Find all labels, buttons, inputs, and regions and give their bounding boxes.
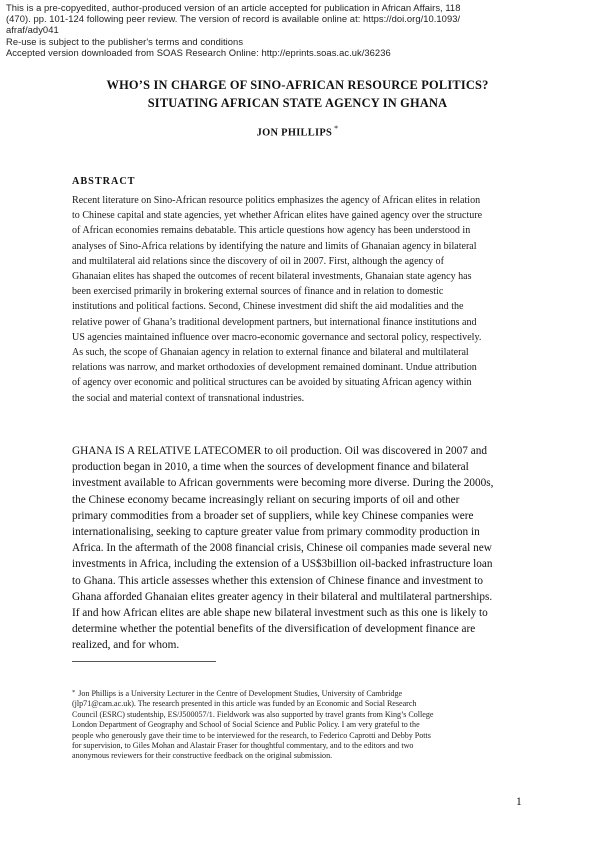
- footnote-mark: *: [72, 689, 76, 696]
- footnote-line: people who generously gave their time to be interviewed for the research, to Federico Caprotti and Debby Potts: [72, 730, 431, 740]
- abstract-line: US agencies maintained influence over macro-economic governance and sectoral policy, respectively.: [72, 331, 482, 343]
- abstract-heading: ABSTRACT: [72, 176, 136, 187]
- preprint-notice-line: afraf/ady041: [6, 24, 59, 36]
- article-title-line: WHO’S IN CHARGE OF SINO-AFRICAN RESOURCE POLITICS?: [106, 78, 489, 92]
- footnote-line: anonymous reviewers for their constructive feedback on the original submission.: [72, 751, 333, 761]
- footnote-line-text: Jon Phillips is a University Lecturer in the Centre of Development Studies, University of Cambridge: [78, 689, 403, 698]
- abstract-line: Recent literature on Sino-African resource politics emphasizes the agency of African elites in relation: [72, 195, 481, 206]
- abstract-line: As such, the scope of Ghanaian agency in relation to external finance and bilateral and multilateral: [72, 347, 469, 359]
- abstract-line: of African economies remains debatable. This article questions how agency has been understood in: [72, 225, 471, 237]
- abstract-line: Ghanaian elites has shaped the outcomes of recent bilateral investments, Ghanaian state agency has: [72, 271, 472, 283]
- article-title-line: SITUATING AFRICAN STATE AGENCY IN GHANA: [147, 96, 448, 110]
- page-number: 1: [516, 796, 522, 808]
- author-name: JON PHILLIPS: [256, 127, 333, 139]
- abstract-line: to Chinese capital and state agencies, yet whether African elites have gained agency over the structure: [72, 210, 483, 222]
- body-line: If and how African elites are able shape new bilateral investment such as this one is likely to: [72, 607, 488, 620]
- introduction-paragraph: [72, 443, 532, 654]
- author-footnote-mark: *: [334, 124, 339, 133]
- author-footnote: [72, 688, 542, 762]
- body-line: primary commodities from a broader set of suppliers, while key Chinese companies were: [72, 509, 474, 522]
- abstract-line: relations was narrow, and market orthodoxies of development remained dominant. Undue attribution: [72, 362, 477, 374]
- preprint-notice-line: Re-use is subject to the publisher's terms and conditions: [6, 35, 244, 47]
- body-line: Ghana afforded Ghanaian elites greater agency in their bilateral and multilateral partnerships.: [72, 590, 493, 603]
- abstract-line: institutions and political factions. Second, Chinese investment did shift the aid modalities and the: [72, 301, 464, 313]
- body-line: the Chinese economy became increasingly reliant on securing imports of oil and other: [72, 493, 460, 506]
- preprint-notice-line: (470). pp. 101-124 following peer review. The version of record is available online at: https://doi.org/10.1093/: [6, 13, 461, 25]
- footnote-line: (jlp71@cam.ac.uk). The research presented in this article was funded by an Economic and Social Research: [72, 699, 417, 709]
- body-line: investment available to African governments were becoming more diverse. During the 2000s,: [72, 477, 494, 490]
- footnote-line: London Department of Geography and School of Social Science and Public Policy. I am very grateful to the: [72, 720, 420, 730]
- abstract-line: relative power of Ghana’s traditional development partners, but international finance institutions and: [72, 316, 477, 328]
- abstract-line: of agency over economic and political structures can be avoided by situating African agency within: [72, 377, 472, 389]
- preprint-notice: [6, 2, 526, 58]
- preprint-notice-line: Accepted version downloaded from SOAS Research Online: http://eprints.soas.ac.uk/36236: [6, 46, 391, 58]
- preprint-notice-line: This is a pre-copyedited, author-produced version of an article accepted for publication in African Affairs, 118: [6, 2, 461, 13]
- body-line: production began in 2010, a time when the sources of development finance and bilateral: [72, 461, 469, 474]
- abstract-line: analyses of Sino-Africa relations by identifying the nature and limits of Ghanaian agency in bilateral: [72, 240, 477, 252]
- abstract-line: been exercised primarily in brokering external sources of finance and in relation to domestic: [72, 286, 444, 298]
- footnote-line: Council (ESRC) studentship, ES/J500057/1. Fieldwork was also supported by travel grants from King’s College: [72, 709, 434, 719]
- abstract-line: the social and material context of transnational industries.: [72, 392, 305, 404]
- footnote-line: for supervision, to Giles Mohan and Alastair Fraser for thoughtful commentary, and to the editors and two: [72, 741, 414, 751]
- body-line: determine whether the potential benefits of the diversification of development finance are: [72, 623, 476, 636]
- footnote-separator: [72, 661, 216, 662]
- article-title: [0, 76, 595, 112]
- footnote-line: [72, 688, 542, 699]
- body-line: to Ghana. This article assesses whether this extension of Chinese finance and investment to: [72, 574, 483, 587]
- author-byline: [0, 124, 595, 138]
- abstract-line: and multilateral aid relations since the discovery of oil in 2007. First, although the agency of: [72, 255, 444, 267]
- body-line: GHANA IS A RELATIVE LATECOMER to oil production. Oil was discovered in 2007 and: [72, 445, 487, 457]
- abstract-text: [72, 193, 532, 406]
- body-line: investments in Africa, including the extension of a US$3billion oil-backed infrastructure loan: [72, 558, 493, 571]
- body-line: Africa. In the aftermath of the 2008 financial crisis, Chinese oil companies made several new: [72, 542, 492, 555]
- body-line: realized, and for whom.: [72, 639, 180, 652]
- body-line: internationalising, seeking to capture greater value from primary commodity production in: [72, 526, 480, 539]
